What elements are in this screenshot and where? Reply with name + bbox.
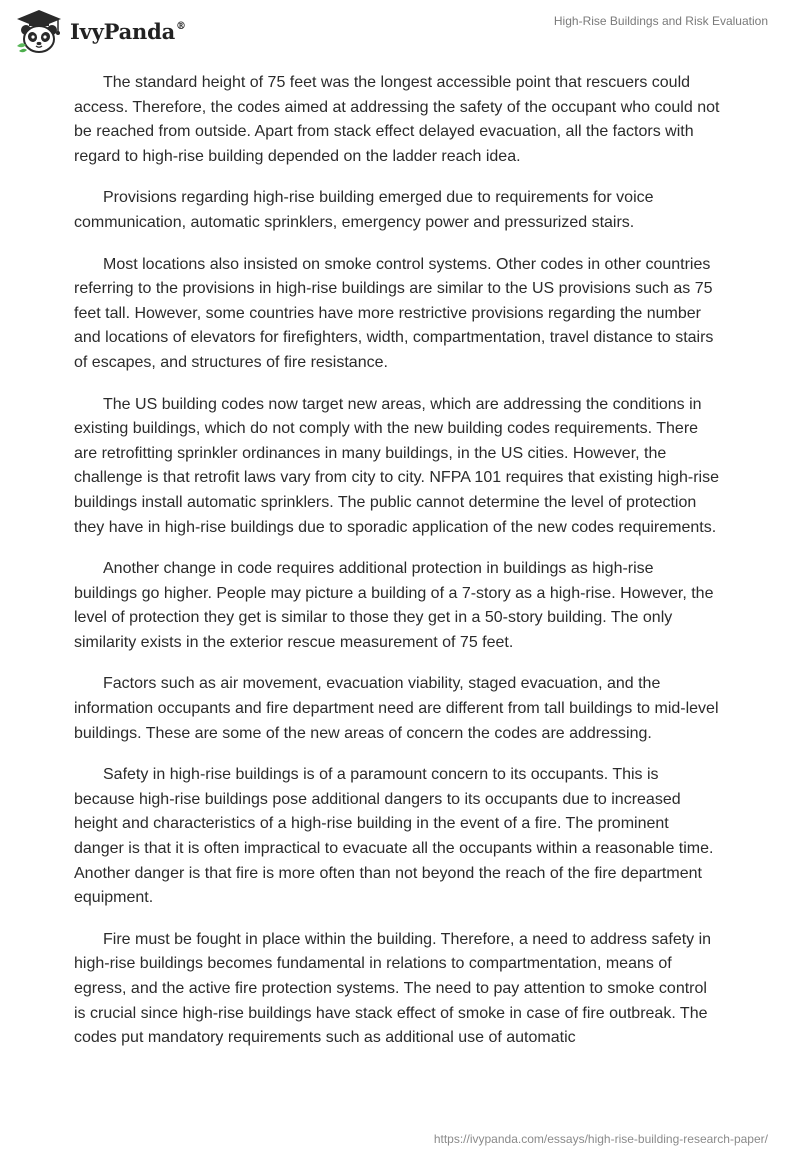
- page-header: [0, 0, 800, 64]
- paragraph: Most locations also insisted on smoke control systems. Other codes in other countries referring to the provisions in high-rise buildings are similar to the US provisions such as 75 feet tall. However, some countries have more restrictive provisions regarding the number and locations of elevators for firefighters, width, compartmentation, travel distance to stairs of escapes, and structures of fire resistance.: [74, 255, 714, 371]
- paragraph: Safety in high-rise buildings is of a paramount concern to its occupants. This is because high-rise buildings pose additional dangers to its occupants due to increased height and characteristics of a high-rise building in the event of a fire. The prominent danger is that it is often impractical to evacuate all the occupants within a reasonable time. Another danger is that fire is more often than not beyond the reach of the fire department equipment.: [74, 766, 714, 907]
- paragraph: Factors such as air movement, evacuation viability, staged evacuation, and the information occupants and fire department need are different from tall buildings to mid-level buildings. These are some of the new areas of concern the codes are addressing.: [74, 675, 719, 742]
- paragraph: Provisions regarding high-rise building emerged due to requirements for voice communication, automatic sprinklers, emergency power and pressurized stairs.: [74, 189, 654, 231]
- ivypanda-logo[interactable]: [14, 8, 186, 54]
- paragraph: Fire must be fought in place within the building. Therefore, a need to address safety in high-rise buildings becomes fundamental in relations to compartmentation, means of egress, and the active fire protection systems. The need to pay attention to smoke control is crucial since high-rise buildings have stack effect of smoke in case of fire outbreak. The codes put mandatory requirements such as additional use of automatic: [74, 930, 712, 1047]
- paragraph: The standard height of 75 feet was the longest accessible point that rescuers could access. Therefore, the codes aimed at addressing the safety of the occupant who could not be reached from outside. Apart from stack effect delayed evacuation, all the factors with regard to high-rise building depended on the ladder reach idea.: [74, 74, 720, 165]
- brand-name: IvyPanda®: [70, 18, 186, 44]
- paragraph: Another change in code requires additional protection in buildings as high-rise buildings go higher. People may picture a building of a 7-story as a high-rise. However, the level of protection they get is similar to those they get in a 50-story building. The only similarity exists in the exterior rescue measurement of 75 feet.: [74, 560, 714, 651]
- paragraph: The US building codes now target new areas, which are addressing the conditions in existing buildings, which do not comply with the new building codes requirements. There are retrofitting sprinkler ordinances in many buildings, in the US cities. However, the challenge is that retrofit laws vary from city to city. NFPA 101 requires that existing high-rise buildings install automatic sprinklers. The public cannot determine the level of protection they have in high-rise buildings due to sporadic application of the new codes requirements.: [74, 395, 719, 536]
- essay-body: [74, 71, 720, 1068]
- trademark-symbol: ®: [176, 20, 186, 32]
- panda-graduate-icon: [14, 8, 64, 54]
- document-title: High-Rise Buildings and Risk Evaluation: [553, 14, 768, 28]
- source-url-link[interactable]: https://ivypanda.com/essays/high-rise-building-research-paper/: [433, 1132, 768, 1146]
